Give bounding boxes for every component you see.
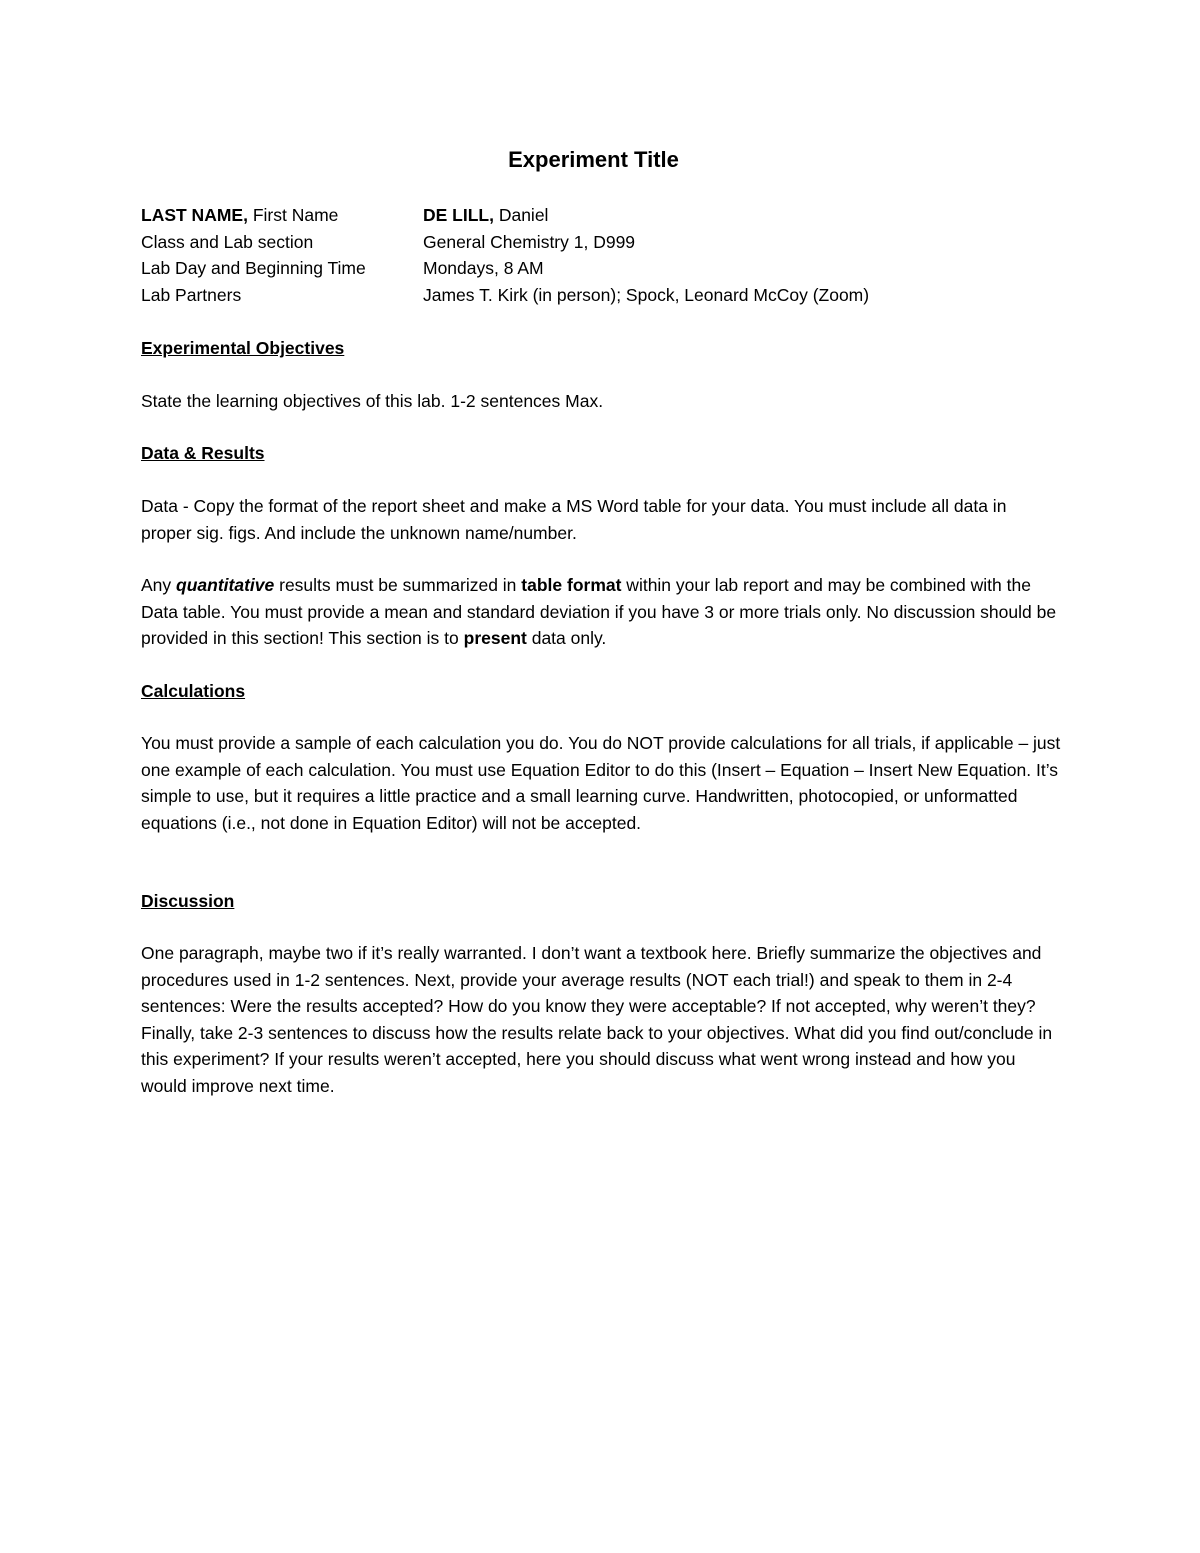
partners-value: James T. Kirk (in person); Spock, Leonard McCoy (Zoom) [423,284,870,305]
data-results-para-2 [141,572,1061,652]
name-value [423,202,548,229]
student-info-table [141,202,1061,308]
data-results-para-1: Data - Copy the format of the report sheet and make a MS Word table for your data. You must include all data in proper sig. figs. And include the unknown name/number. [141,496,1007,543]
class-label: Class and Lab section [141,231,314,252]
para2-a: Any [141,575,177,595]
calculations-heading: Calculations [141,681,246,701]
para2-table-format: table format [521,575,622,595]
discussion-heading: Discussion [141,891,235,911]
name-value-bold: DE LILL, [423,205,494,225]
discussion-text: One paragraph, maybe two if it’s really warranted. I don’t want a textbook here. Briefly summarize the objectives and procedures used in 1-2 sentences. Next, provide your average results (NOT each trial!) and speak to them in 2-4 sentences: Were the results accepted? How do you know they were acceptable? If not accepted, why weren’t they? Finally, take 2-3 sentences to discuss how the results relate back to your objectives. What did you find out/conclude in this experiment? If your results weren’t accepted, here you should discuss what went wrong instead and how you would improve next time. [141,943,1053,1096]
calculations-text: You must provide a sample of each calculation you do. You do NOT provide calculations for all trials, if applicable – just one example of each calculation. You must use Equation Editor to do this (Insert – Equation – Insert New Equation. It’s simple to use, but it requires a little practice and a small learning curve. Handwritten, photocopied, or unformatted equations (i.e., not done in Equation Editor) will not be accepted. [141,733,1061,833]
partners-label: Lab Partners [141,284,242,305]
name-label-bold: LAST NAME, [141,205,248,225]
data-results-heading: Data & Results [141,443,265,463]
para2-d: data only. [526,628,607,648]
day-label: Lab Day and Beginning Time [141,258,366,278]
info-row-name [141,202,1061,229]
para2-present: present [463,628,527,648]
day-value: Mondays, 8 AM [423,258,544,278]
info-row-day [141,255,1061,282]
para2-b: results must be summarized in [274,575,522,595]
para2-quantitative: quantitative [176,575,275,595]
class-value: General Chemistry 1, D999 [423,231,636,252]
info-row-partners [141,282,1061,309]
objectives-heading: Experimental Objectives [141,338,345,358]
name-label [141,202,423,229]
info-row-class [141,229,1061,256]
objectives-text: State the learning objectives of this lab. 1-2 sentences Max. [141,391,604,411]
name-label-rest: First Name [247,205,339,225]
para2-c: within your lab report and may be combined with the Data table. You must provide a mean and standard deviation if you have 3 or more trials only. No discussion should be provided in this section! This section is to [141,575,1057,648]
page-title: Experiment Title [508,147,679,172]
name-value-rest: Daniel [493,205,549,225]
